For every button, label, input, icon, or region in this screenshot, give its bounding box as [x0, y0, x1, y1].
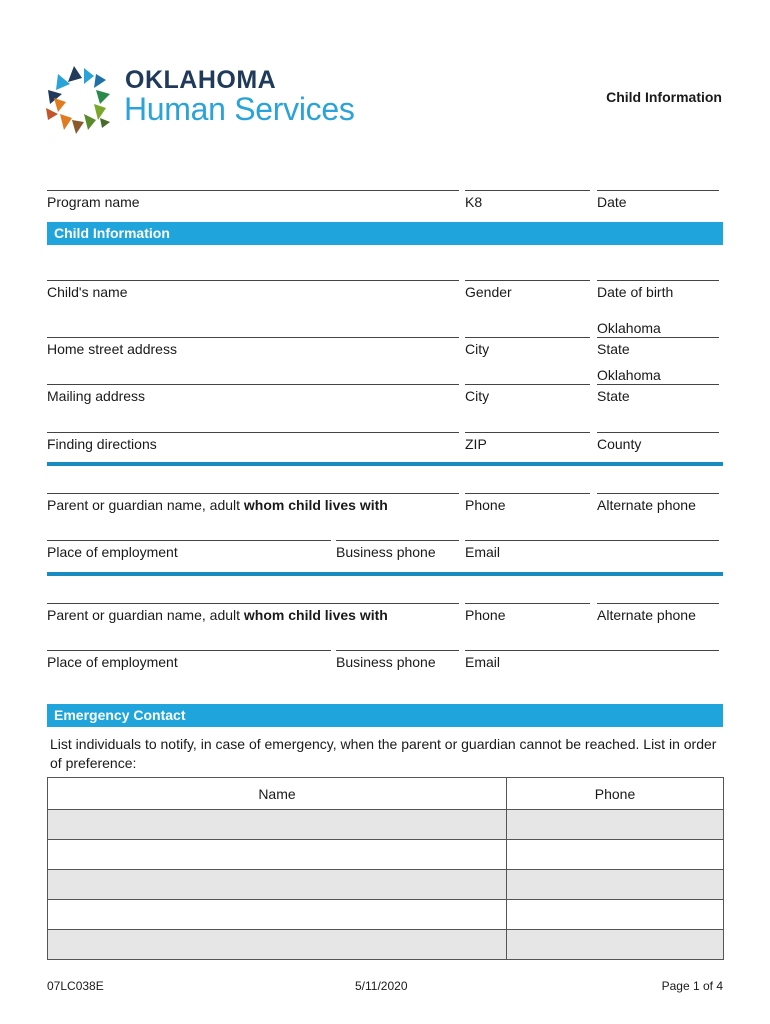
guardian-1-name-label-bold: whom child lives with — [243, 497, 388, 513]
state-label-2: State — [597, 388, 630, 404]
guardian-1-employment-field[interactable] — [47, 540, 331, 560]
program-name-field[interactable] — [47, 190, 459, 210]
mailing-address-label: Mailing address — [47, 388, 146, 404]
state-value-1: Oklahoma — [597, 320, 661, 336]
guardian-1-business-phone-field[interactable] — [336, 540, 459, 560]
oklahoma-star-logo-icon — [44, 64, 112, 136]
guardian-2-email-field[interactable] — [465, 650, 719, 670]
zip-label: ZIP — [465, 436, 487, 452]
state-value-2: Oklahoma — [597, 367, 661, 383]
document-title: Child Information — [606, 89, 722, 105]
guardian-2-business-phone-label: Business phone — [336, 654, 436, 670]
guardian-1-name-field[interactable] — [47, 493, 459, 513]
guardian-2-phone-label: Phone — [465, 607, 506, 623]
table-header-row — [48, 778, 724, 810]
guardian-1-phone-field[interactable] — [465, 493, 590, 513]
date-label: Date — [597, 194, 627, 210]
city-field-1[interactable] — [465, 337, 590, 357]
guardian-1-phone-label: Phone — [465, 497, 506, 513]
contact-name-cell[interactable] — [48, 930, 507, 960]
table-row — [48, 810, 724, 840]
county-label: County — [597, 436, 642, 452]
org-name-line1: OKLAHOMA — [125, 66, 277, 94]
contact-name-cell[interactable] — [48, 810, 507, 840]
guardian-1-email-field[interactable] — [465, 540, 719, 560]
guardian-1-alt-phone-label: Alternate phone — [597, 497, 696, 513]
guardian-1-employment-label: Place of employment — [47, 544, 178, 560]
emergency-contact-section-header: Emergency Contact — [47, 704, 723, 727]
county-field[interactable] — [597, 432, 719, 452]
guardian-2-employment-label: Place of employment — [47, 654, 178, 670]
program-name-label: Program name — [47, 194, 140, 210]
guardian-1-name-label: Parent or guardian name, adult — [47, 497, 244, 513]
table-row — [48, 840, 724, 870]
date-field[interactable] — [597, 190, 719, 210]
contact-name-cell[interactable] — [48, 870, 507, 900]
gender-label: Gender — [465, 284, 512, 300]
section-divider-2 — [47, 572, 723, 576]
form-number: 07LC038E — [47, 979, 104, 993]
home-street-address-field[interactable] — [47, 337, 459, 357]
contact-name-cell[interactable] — [48, 900, 507, 930]
childs-name-field[interactable] — [47, 280, 459, 300]
guardian-2-phone-field[interactable] — [465, 603, 590, 623]
date-of-birth-label: Date of birth — [597, 284, 674, 300]
gender-field[interactable] — [465, 280, 590, 300]
city-field-2[interactable] — [465, 384, 590, 404]
contact-phone-cell[interactable] — [507, 930, 724, 960]
guardian-2-business-phone-field[interactable] — [336, 650, 459, 670]
mailing-address-field[interactable] — [47, 384, 459, 404]
child-information-section-header: Child Information — [47, 222, 723, 245]
city-label-1: City — [465, 341, 490, 357]
date-of-birth-field[interactable] — [597, 280, 719, 300]
contact-phone-cell[interactable] — [507, 810, 724, 840]
emergency-contact-table — [47, 777, 724, 960]
guardian-2-name-field[interactable] — [47, 603, 459, 623]
finding-directions-field[interactable] — [47, 432, 459, 452]
table-row — [48, 900, 724, 930]
guardian-2-employment-field[interactable] — [47, 650, 331, 670]
guardian-2-email-label: Email — [465, 654, 501, 670]
revision-date: 5/11/2020 — [355, 979, 408, 993]
org-name-line2: Human Services — [124, 91, 355, 127]
column-header-name: Name — [48, 778, 507, 810]
table-row — [48, 930, 724, 960]
section-divider-1 — [47, 462, 723, 466]
city-label-2: City — [465, 388, 490, 404]
zip-field[interactable] — [465, 432, 590, 452]
guardian-1-alt-phone-field[interactable] — [597, 493, 719, 513]
guardian-2-alt-phone-label: Alternate phone — [597, 607, 696, 623]
state-label-1: State — [597, 341, 630, 357]
k8-field[interactable] — [465, 190, 590, 210]
guardian-2-name-label-bold: whom child lives with — [243, 607, 388, 623]
contact-phone-cell[interactable] — [507, 900, 724, 930]
guardian-2-name-label: Parent or guardian name, adult — [47, 607, 244, 623]
finding-directions-label: Finding directions — [47, 436, 157, 452]
k8-label: K8 — [465, 194, 483, 210]
page-number: Page 1 of 4 — [661, 979, 723, 993]
emergency-instructions: List individuals to notify, in case of emergency, when the parent or guardian cannot be reached. List in order of preference: — [50, 736, 717, 771]
state-field-2[interactable] — [597, 367, 719, 404]
childs-name-label: Child's name — [47, 284, 128, 300]
column-header-phone: Phone — [507, 778, 724, 810]
guardian-1-email-label: Email — [465, 544, 501, 560]
home-street-address-label: Home street address — [47, 341, 177, 357]
contact-phone-cell[interactable] — [507, 840, 724, 870]
table-row — [48, 870, 724, 900]
contact-name-cell[interactable] — [48, 840, 507, 870]
guardian-1-business-phone-label: Business phone — [336, 544, 436, 560]
state-field-1[interactable] — [597, 320, 719, 357]
guardian-2-alt-phone-field[interactable] — [597, 603, 719, 623]
contact-phone-cell[interactable] — [507, 870, 724, 900]
